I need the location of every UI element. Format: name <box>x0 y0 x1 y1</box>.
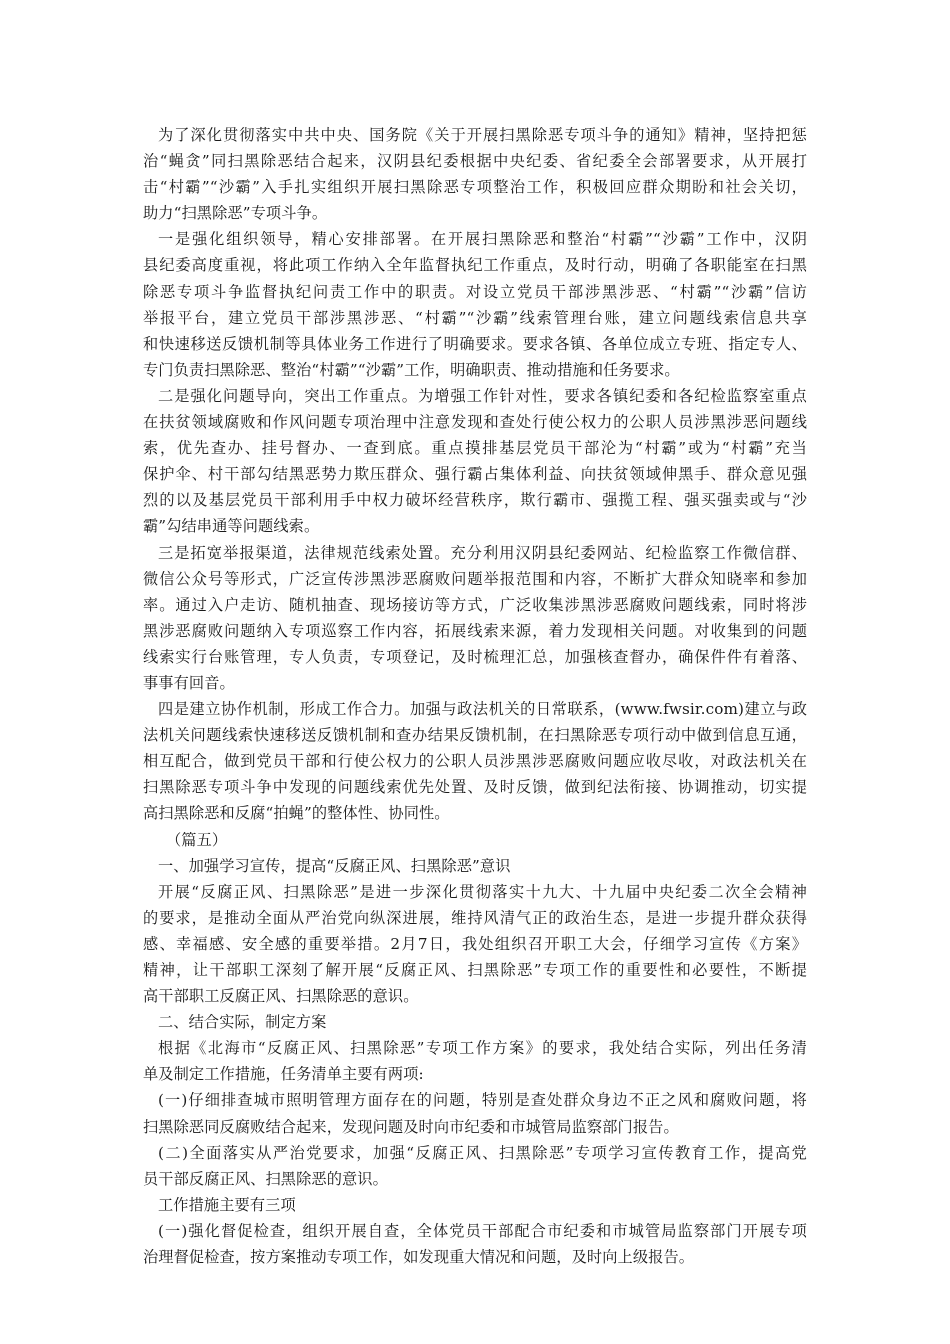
text-line: 三是拓宽举报渠道，法律规范线索处置。充分利用汉阴县纪委网站、纪检监察工作微信群、 <box>158 543 807 562</box>
text-line: 烈的以及基层党员干部利用手中权力破坏经营秩序，欺行霸市、强揽工程、强买强卖或与“沙 <box>143 491 807 510</box>
text-line: 一是强化组织领导，精心安排部署。在开展扫黑除恶和整治“村霸”“沙霸”工作中，汉阴 <box>158 230 807 249</box>
text-line: 四是建立协作机制，形成工作合力。加强与政法机关的日常联系，(www.fwsir.com)建立与政 <box>158 700 807 719</box>
text-line: 高干部职工反腐正风、扫黑除恶的意识。 <box>143 987 419 1006</box>
text-line: 专门负责扫黑除恶、整治“村霸”“沙霸”工作，明确职责、推动措施和任务要求。 <box>143 360 680 379</box>
text-line: 相互配合，做到党员干部和行使公权力的公职人员涉黑涉恶腐败问题应收尽收，对政法机关在 <box>143 752 807 771</box>
text-line: (一)强化督促检查，组织开展自查，全体党员干部配合市纪委和市城管局监察部门开展专项 <box>158 1221 807 1240</box>
text-line: 员干部反腐正风、扫黑除恶的意识。 <box>143 1169 388 1188</box>
text-line: 举报平台，建立党员干部涉黑涉恶、“村霸”“沙霸”线索管理台账，建立问题线索信息共享 <box>143 308 807 327</box>
text-line: 扫黑除恶专项斗争中发现的问题线索优先处置、及时反馈，做到纪法衔接、协调推动，切实提 <box>143 778 807 797</box>
text-line: 开展“反腐正风、扫黑除恶”是进一步深化贯彻落实十九大、十九届中央纪委二次全会精神 <box>158 882 807 901</box>
text-line: 线索实行台账管理，专人负责，专项登记，及时梳理汇总，加强核查督办，确保件件有着落、 <box>143 647 807 666</box>
text-line: 助力“扫黑除恶”专项斗争。 <box>143 204 328 223</box>
text-line: 二是强化问题导向，突出工作重点。为增强工作针对性，要求各镇纪委和各纪检监察室重点 <box>158 386 807 405</box>
text-line: 的要求，是推动全面从严治党向纵深进展，维持风清气正的政治生态，是进一步提升群众获得 <box>143 908 807 927</box>
text-line: 扫黑除恶同反腐败结合起来，发现问题及时向市纪委和市城管局监察部门报告。 <box>143 1117 679 1136</box>
text-line: (一)仔细排查城市照明管理方面存在的问题，特别是查处群众身边不正之风和腐败问题，将 <box>158 1091 807 1110</box>
text-line: 高扫黑除恶和反腐“拍蝇”的整体性、协同性。 <box>143 804 450 823</box>
text-line: 一、加强学习宣传，提高“反腐正风、扫黑除恶”意识 <box>158 856 511 875</box>
text-line: 治理督促检查，按方案推动专项工作，如发现重大情况和问题，及时向上级报告。 <box>143 1248 695 1267</box>
text-line: (二)全面落实从严治党要求，加强“反腐正风、扫黑除恶”专项学习宣传教育工作，提高党 <box>158 1143 807 1162</box>
text-line: 霸”勾结串通等问题线索。 <box>143 517 320 536</box>
text-line: 黑涉恶腐败问题纳入专项巡察工作内容，拓展线索来源，着力发现相关问题。对收集到的问题 <box>143 621 807 640</box>
text-line: 击“村霸”“沙霸”入手扎实组织开展扫黑除恶专项整治工作，积极回应群众期盼和社会关切， <box>143 178 807 197</box>
text-line: 根据《北海市“反腐正风、扫黑除恶”专项工作方案》的要求，我处结合实际，列出任务清 <box>158 1039 807 1058</box>
text-line: 二、结合实际，制定方案 <box>158 1013 327 1032</box>
text-line: 工作措施主要有三项 <box>158 1195 296 1214</box>
document-body <box>143 122 807 1270</box>
text-line: 为了深化贯彻落实中共中央、国务院《关于开展扫黑除恶专项斗争的通知》精神，坚持把惩 <box>158 126 807 144</box>
text-line: （篇五） <box>166 830 228 849</box>
text-line: 县纪委高度重视，将此项工作纳入全年监督执纪工作重点，及时行动，明确了各职能室在扫黑 <box>143 256 807 275</box>
text-line: 法机关问题线索快速移送反馈机制和查办结果反馈机制，在扫黑除恶专项行动中做到信息互通， <box>143 726 807 745</box>
text-line: 率。通过入户走访、随机抽查、现场接访等方式，广泛收集涉黑涉恶腐败问题线索，同时将涉 <box>143 595 807 614</box>
text-line: 索，优先查办、挂号督办、一查到底。重点摸排基层党员干部沦为“村霸”或为“村霸”充当 <box>143 439 807 458</box>
text-line: 和快速移送反馈机制等具体业务工作进行了明确要求。要求各镇、各单位成立专班、指定专人、 <box>143 334 807 353</box>
text-line: 除恶专项斗争监督执纪问责工作中的职责。对设立党员干部涉黑涉恶、“村霸”“沙霸”信访 <box>143 282 807 301</box>
text-line: 保护伞、村干部勾结黑恶势力欺压群众、强行霸占集体利益、向扶贫领域伸黑手、群众意见强 <box>143 465 807 484</box>
text-line: 单及制定工作措施，任务清单主要有两项: <box>143 1065 424 1084</box>
text-line: 治“蝇贪”同扫黑除恶结合起来，汉阴县纪委根据中央纪委、省纪委全会部署要求，从开展打 <box>143 152 807 171</box>
text-line: 在扶贫领域腐败和作风问题专项治理中注意发现和查处行使公权力的公职人员涉黑涉恶问题线 <box>143 413 807 432</box>
text-line: 精神，让干部职工深刻了解开展“反腐正风、扫黑除恶”专项工作的重要性和必要性，不断提 <box>143 961 807 979</box>
text-line: 感、幸福感、安全感的重要举措。2月7日，我处组织召开职工大会，仔细学习宣传《方案》 <box>143 934 807 953</box>
text-line: 微信公众号等形式，广泛宣传涉黑涉恶腐败问题举报范围和内容，不断扩大群众知晓率和参加 <box>143 569 807 588</box>
text-line: 事事有回音。 <box>143 673 235 692</box>
